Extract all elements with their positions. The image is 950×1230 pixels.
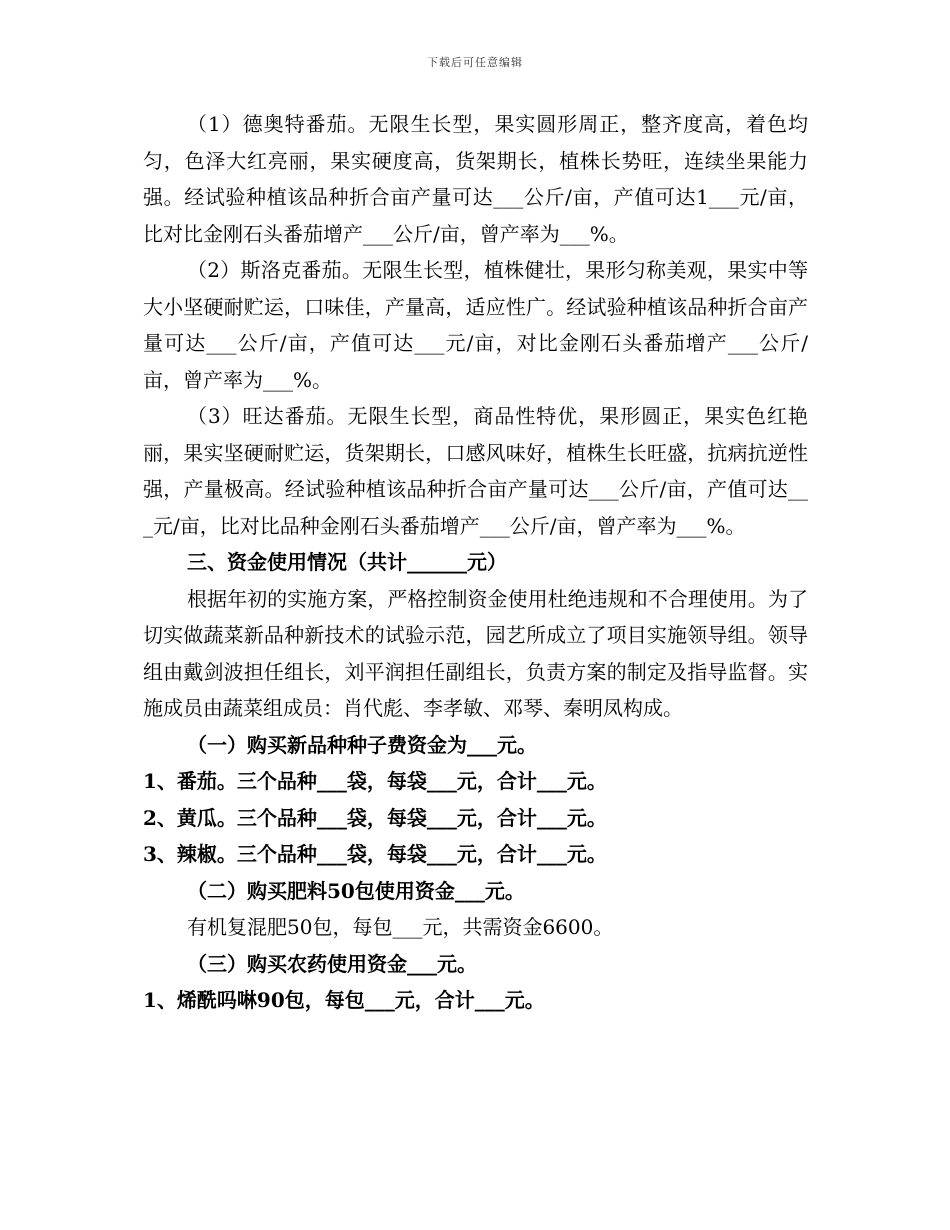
list-item-pesticide: 1、烯酰吗啉90包，每包___元，合计___元。 — [143, 988, 545, 1012]
list-item-tomato: 1、番茄。三个品种___袋，每袋___元，合计___元。 — [143, 769, 607, 793]
paragraph-tomato-deaote: （1）德奥特番茄。无限生长型，果实圆形周正，整齐度高，着色均匀，色泽大红亮丽，果实硬度高，货架期长，植株长势旺，连续坐果能力强。经试验种植该品种折合亩产量可达___公斤/亩，产值可达1___元/亩，比对比金刚石头番茄增产___公斤/亩，曾产率为___%。 — [143, 112, 808, 246]
paragraph-implementation: 根据年初的实施方案，严格控制资金使用杜绝违规和不合理使用。为了切实做蔬菜新品种新技术的试验示范，园艺所成立了项目实施领导组。领导组由戴剑波担任组长，刘平润担任副组长，负责方案的制定及指导监督。实施成员由蔬菜组成员：肖代彪、李孝敏、邓琴、秦明凤构成。 — [143, 586, 808, 720]
subsection-title-pesticide: （三）购买农药使用资金___元。 — [187, 951, 477, 976]
paragraph-fertilizer: 有机复混肥50包，每包___元，共需资金6600。 — [187, 915, 614, 939]
list-item-pepper: 3、辣椒。三个品种___袋，每袋___元，合计___元。 — [143, 842, 607, 866]
paragraph-tomato-wangda: （3）旺达番茄。无限生长型，商品性特优，果形圆正，果实色红艳丽，果实坚硬耐贮运，货架期长，口感风味好，植株生长旺盛，抗病抗逆性强，产量极高。经试验种植该品种折合亩产量可达___公斤/亩，产值可达___元/亩，比对比品种金刚石头番茄增产___公斤/亩，曾产率为___%。 — [143, 404, 808, 538]
header-note: 下载后可任意编辑 — [427, 56, 523, 69]
document-body — [143, 106, 808, 1019]
subsection-title-seeds: （一）购买新品种种子费资金为___元。 — [187, 732, 537, 757]
list-item-cucumber: 2、黄瓜。三个品种___袋，每袋___元，合计___元。 — [143, 805, 607, 830]
paragraph-tomato-siluoke: （2）斯洛克番茄。无限生长型，植株健壮，果形匀称美观，果实中等大小坚硬耐贮运，口味佳，产量高，适应性广。经试验种植该品种折合亩产量可达___公斤/亩，产值可达___元/亩，对比金刚石头番茄增产___公斤/亩，曾产率为___%。 — [143, 258, 808, 392]
section-title-funding: 三、资金使用情况（共计______元） — [187, 550, 507, 574]
subsection-title-fertilizer: （二）购买肥料50包使用资金___元。 — [187, 878, 525, 903]
